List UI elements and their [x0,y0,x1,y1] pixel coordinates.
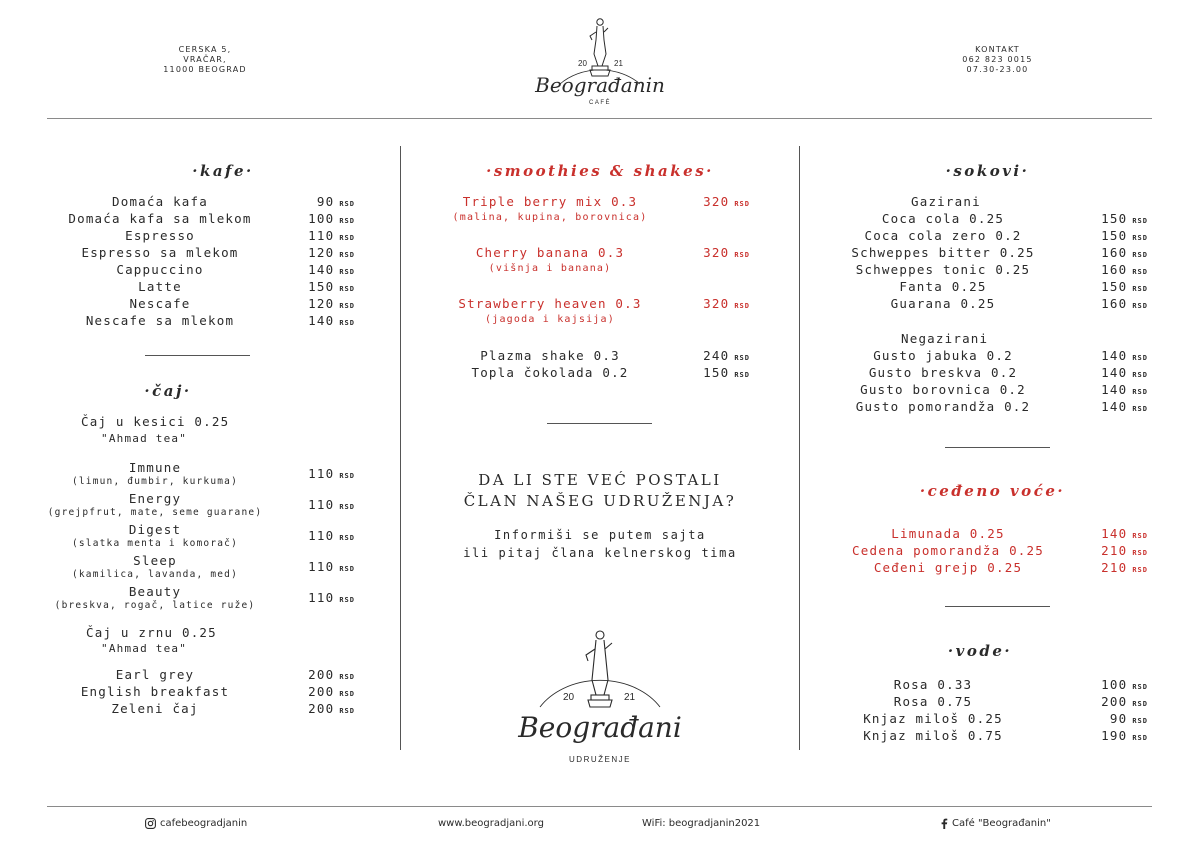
item-name: Domaća kafa [112,194,208,209]
caj-zrno-list [45,667,365,718]
item-price [1048,399,1148,414]
assoc-year-left: 20 [563,692,575,703]
currency-label: RSD [1132,532,1148,540]
promo-headline [420,470,780,512]
currency-label: RSD [1132,388,1148,396]
price-value: 90 [1109,711,1128,726]
item-name: Digest [128,521,182,537]
menu-item-row [838,382,1158,399]
item-price [265,667,355,682]
section-divider [945,606,1050,607]
currency-label: RSD [734,200,750,208]
price-value: 200 [308,701,335,716]
item-description: (limun, đumbir, kurkuma) [71,475,239,487]
item-name: Topla čokolada 0.2 [471,365,629,380]
facebook-page: Café "Beograđanin" [952,818,1051,829]
item-price [275,211,355,226]
item-name: Rosa 0.33 [893,677,973,692]
price-value: 320 [703,194,730,209]
item-name: Latte [138,279,182,294]
currency-label: RSD [339,596,355,604]
item-description: (breskva, rogač, latice ruže) [54,599,256,611]
item-name: Gusto jabuka 0.2 [873,348,1013,363]
contact-phone: 062 823 0015 [962,55,1033,64]
price-value: 150 [308,279,335,294]
section-title-cedeno: ·ceđeno voće· [919,482,1066,500]
smoothie-item [430,296,770,347]
item-name: Immune [128,459,182,475]
menu-item-row [430,365,770,382]
price-value: 150 [1101,211,1128,226]
item-price [1048,262,1148,277]
currency-label: RSD [339,234,355,242]
currency-label: RSD [1132,566,1148,574]
item-description: (grejpfrut, mate, seme guarane) [47,506,263,518]
address-line: CERSKA 5, [178,45,232,54]
menu-item-row [45,684,365,701]
currency-label: RSD [1132,251,1148,259]
smoothies-list [430,348,770,382]
item-description: (kamilica, lavanda, med) [71,568,239,580]
facebook-icon [940,818,948,829]
price-value: 240 [703,348,730,363]
price-value: 100 [1101,677,1128,692]
currency-label: RSD [339,690,355,698]
item-price [1028,694,1148,709]
caj-kesica-list [45,458,365,613]
price-value: 160 [1101,245,1128,260]
smoothie-text [430,194,670,225]
item-price [265,684,355,699]
price-value: 210 [1101,560,1128,575]
association-logo [500,625,700,765]
item-price [1058,560,1148,575]
item-name: Cherry banana 0.3 [475,245,625,260]
tea-item [45,520,365,551]
currency-label: RSD [1132,217,1148,225]
item-price [1048,382,1148,397]
price-value: 140 [308,262,335,277]
cafe-logo [520,10,680,120]
menu-item-row [838,262,1158,279]
currency-label: RSD [339,673,355,681]
price-value: 120 [308,296,335,311]
item-price [1048,279,1148,294]
currency-label: RSD [339,472,355,480]
currency-label: RSD [1132,734,1148,742]
vode-list [838,677,1158,745]
footer-wifi [642,818,760,829]
item-price [275,296,355,311]
price-value: 160 [1101,296,1128,311]
section-title-kafe: ·kafe· [192,162,254,180]
item-price [1048,365,1148,380]
footer-instagram[interactable] [145,818,247,829]
item-name: Espresso sa mlekom [81,245,239,260]
tea-text [45,491,265,519]
menu-item-row [45,211,365,228]
item-name: Triple berry mix 0.3 [462,194,638,209]
item-description: (slatka menta i komorač) [71,537,239,549]
tea-item [45,582,365,613]
price-value: 200 [308,684,335,699]
menu-item-row [838,348,1158,365]
item-price [275,313,355,328]
currency-label: RSD [1132,234,1148,242]
section-divider [145,355,250,356]
assoc-name: Beograđani [518,711,682,744]
item-name: Guarana 0.25 [890,296,996,311]
statue-icon [586,631,612,707]
promo-text [420,526,780,562]
negazirani-header: Negazirani [901,331,989,346]
address-line: VRAČAR, [183,55,227,64]
price-value: 150 [1101,228,1128,243]
item-name: Fanta 0.25 [899,279,987,294]
menu-item-row [45,262,365,279]
item-name: English breakfast [80,684,230,699]
item-price [1048,348,1148,363]
assoc-year-right: 21 [624,692,636,703]
item-name: Domaća kafa sa mlekom [68,211,252,226]
smoothie-text [430,245,670,276]
item-price [275,262,355,277]
currency-label: RSD [1132,285,1148,293]
price-value: 140 [1101,526,1128,541]
section-divider [547,423,652,424]
tea-text [45,460,265,488]
price-value: 140 [1101,382,1128,397]
kafe-list [45,194,365,330]
item-name: Sleep [133,552,177,568]
item-price [275,194,355,209]
caj-zrno-header: Čaj u zrnu 0.25 [86,625,217,640]
website-url: www.beogradjani.org [438,818,544,829]
price-value: 110 [308,466,335,481]
currency-label: RSD [339,503,355,511]
currency-label: RSD [734,251,750,259]
currency-label: RSD [734,354,750,362]
footer-facebook[interactable] [940,818,1051,829]
price-value: 190 [1101,728,1128,743]
item-price [1048,211,1148,226]
menu-item-row [838,543,1158,560]
currency-label: RSD [339,200,355,208]
logo-name: Beograđanin [535,73,665,97]
item-name: Rosa 0.75 [893,694,973,709]
item-name: Cappuccino [116,262,204,277]
item-name: Strawberry heaven 0.3 [458,296,642,311]
item-name: Beauty [128,583,182,599]
promo-text-line: ili pitaj člana kelnerskog tima [463,546,737,560]
item-name: Plazma shake 0.3 [480,348,620,363]
smoothie-item [430,245,770,296]
currency-label: RSD [339,268,355,276]
menu-item-row [838,245,1158,262]
section-title-caj: ·čaj· [144,382,192,400]
menu-item-row [838,399,1158,416]
currency-label: RSD [339,565,355,573]
price-value: 140 [1101,348,1128,363]
cedeno-list [838,526,1158,577]
item-name: Schweppes bitter 0.25 [851,245,1035,260]
item-price [275,245,355,260]
item-description: (malina, kupina, borovnica) [452,212,648,223]
item-name: Knjaz miloš 0.25 [863,711,1003,726]
column-divider-left [400,146,401,750]
section-title-smoothies: ·smoothies & shakes· [486,162,714,180]
menu-item-row [45,313,365,330]
currency-label: RSD [1132,371,1148,379]
price-value: 150 [1101,279,1128,294]
price-value: 100 [308,211,335,226]
item-price [1028,728,1148,743]
price-value: 120 [308,245,335,260]
item-description: (jagoda i kajsija) [485,314,615,325]
item-name: Ceđeni grejp 0.25 [873,560,1023,575]
menu-item-row [838,560,1158,577]
footer-website-link[interactable] [438,818,544,829]
item-price [670,194,750,212]
currency-label: RSD [339,534,355,542]
item-price [670,348,750,363]
currency-label: RSD [339,251,355,259]
item-price [265,559,355,574]
price-value: 320 [703,296,730,311]
tea-item [45,489,365,520]
item-price [1048,245,1148,260]
statue-icon [590,19,610,76]
item-name: Espresso [125,228,195,243]
currency-label: RSD [1132,405,1148,413]
top-divider [47,118,1152,119]
currency-label: RSD [1132,302,1148,310]
item-price [265,497,355,512]
currency-label: RSD [339,707,355,715]
tea-text [45,584,265,612]
menu-item-row [838,711,1158,728]
item-name: Earl grey [115,667,195,682]
caj-kesica-brand: "Ahmad tea" [101,432,188,445]
section-title-vode: ·vode· [947,642,1013,660]
instagram-handle: cafebeogradjanin [160,818,248,829]
contact-hours: 07.30-23.00 [966,65,1029,74]
item-price [670,245,750,263]
item-price [670,365,750,380]
item-price [275,279,355,294]
smoothie-item [430,194,770,245]
menu-item-row [45,701,365,718]
menu-item-row [45,296,365,313]
caj-kesica-header: Čaj u kesici 0.25 [81,414,230,429]
gazirani-header: Gazirani [911,194,981,209]
menu-item-row [45,228,365,245]
price-value: 110 [308,228,335,243]
menu-item-row [838,228,1158,245]
menu-item-row [838,694,1158,711]
smoothie-text [430,296,670,327]
address-block [140,45,270,75]
item-name: Knjaz miloš 0.75 [863,728,1003,743]
tea-item [45,551,365,582]
price-value: 210 [1101,543,1128,558]
logo-year-right: 21 [614,59,623,68]
currency-label: RSD [1132,700,1148,708]
tea-text [45,522,265,550]
currency-label: RSD [1132,354,1148,362]
price-value: 110 [308,528,335,543]
item-name: Nescafe [129,296,191,311]
price-value: 140 [1101,365,1128,380]
logo-year-left: 20 [578,59,587,68]
item-price [1048,228,1148,243]
item-price [265,701,355,716]
menu-item-row [45,667,365,684]
menu-item-row [838,728,1158,745]
currency-label: RSD [734,371,750,379]
promo-headline-line: DA LI STE VEĆ POSTALI [478,471,722,489]
item-name: Coca cola 0.25 [881,211,1005,226]
price-value: 200 [308,667,335,682]
instagram-icon [145,818,156,829]
currency-label: RSD [734,302,750,310]
currency-label: RSD [339,285,355,293]
item-price [1058,526,1148,541]
price-value: 160 [1101,262,1128,277]
contact-block [930,45,1065,75]
item-price [265,528,355,543]
address-line: 11000 BEOGRAD [163,65,247,74]
currency-label: RSD [339,217,355,225]
item-name: Zeleni čaj [111,701,199,716]
currency-label: RSD [339,302,355,310]
item-name: Nescafe sa mlekom [85,313,235,328]
tea-item [45,458,365,489]
menu-item-row [838,279,1158,296]
promo-text-line: Informiši se putem sajta [494,528,706,542]
tea-text [45,553,265,581]
price-value: 150 [703,365,730,380]
price-value: 200 [1101,694,1128,709]
assoc-sub: UDRUŽENJE [569,755,631,764]
menu-item-row [45,245,365,262]
menu-item-row [838,296,1158,313]
item-price [265,466,355,481]
price-value: 320 [703,245,730,260]
gazirani-list [838,211,1158,313]
contact-label: KONTAKT [975,45,1020,54]
item-name: Limunada 0.25 [891,526,1005,541]
item-price [1028,711,1148,726]
negazirani-list [838,348,1158,416]
item-name: Coca cola zero 0.2 [864,228,1022,243]
menu-item-row [45,194,365,211]
price-value: 140 [308,313,335,328]
item-price [670,296,750,314]
currency-label: RSD [1132,549,1148,557]
item-name: Gusto breskva 0.2 [868,365,1018,380]
currency-label: RSD [1132,683,1148,691]
item-name: Gusto pomorandža 0.2 [855,399,1031,414]
menu-item-row [838,526,1158,543]
currency-label: RSD [1132,717,1148,725]
price-value: 110 [308,559,335,574]
menu-item-row [45,279,365,296]
menu-item-row [838,365,1158,382]
currency-label: RSD [1132,268,1148,276]
price-value: 140 [1101,399,1128,414]
section-divider [945,447,1050,448]
item-price [1028,677,1148,692]
menu-item-row [838,677,1158,694]
item-price [275,228,355,243]
promo-headline-line: ČLAN NAŠEG UDRUŽENJA? [463,492,737,510]
item-name: Cedena pomorandža 0.25 [852,543,1044,558]
item-name: Schweppes tonic 0.25 [855,262,1031,277]
item-description: (višnja i banana) [488,263,612,274]
menu-item-row [838,211,1158,228]
wifi-text: WiFi: beogradjanin2021 [642,818,761,829]
item-name: Energy [128,490,182,506]
price-value: 90 [316,194,335,209]
section-title-sokovi: ·sokovi· [945,162,1030,180]
caj-zrno-brand: "Ahmad tea" [101,642,188,655]
item-price [1058,543,1148,558]
smoothies-red-list [430,194,770,347]
price-value: 110 [308,590,335,605]
menu-item-row [430,348,770,365]
item-name: Gusto borovnica 0.2 [860,382,1026,397]
column-divider-right [799,146,800,750]
logo-sub: CAFÉ [588,100,612,106]
currency-label: RSD [339,319,355,327]
price-value: 110 [308,497,335,512]
item-price [265,590,355,605]
item-price [1048,296,1148,311]
bottom-divider [47,806,1152,807]
